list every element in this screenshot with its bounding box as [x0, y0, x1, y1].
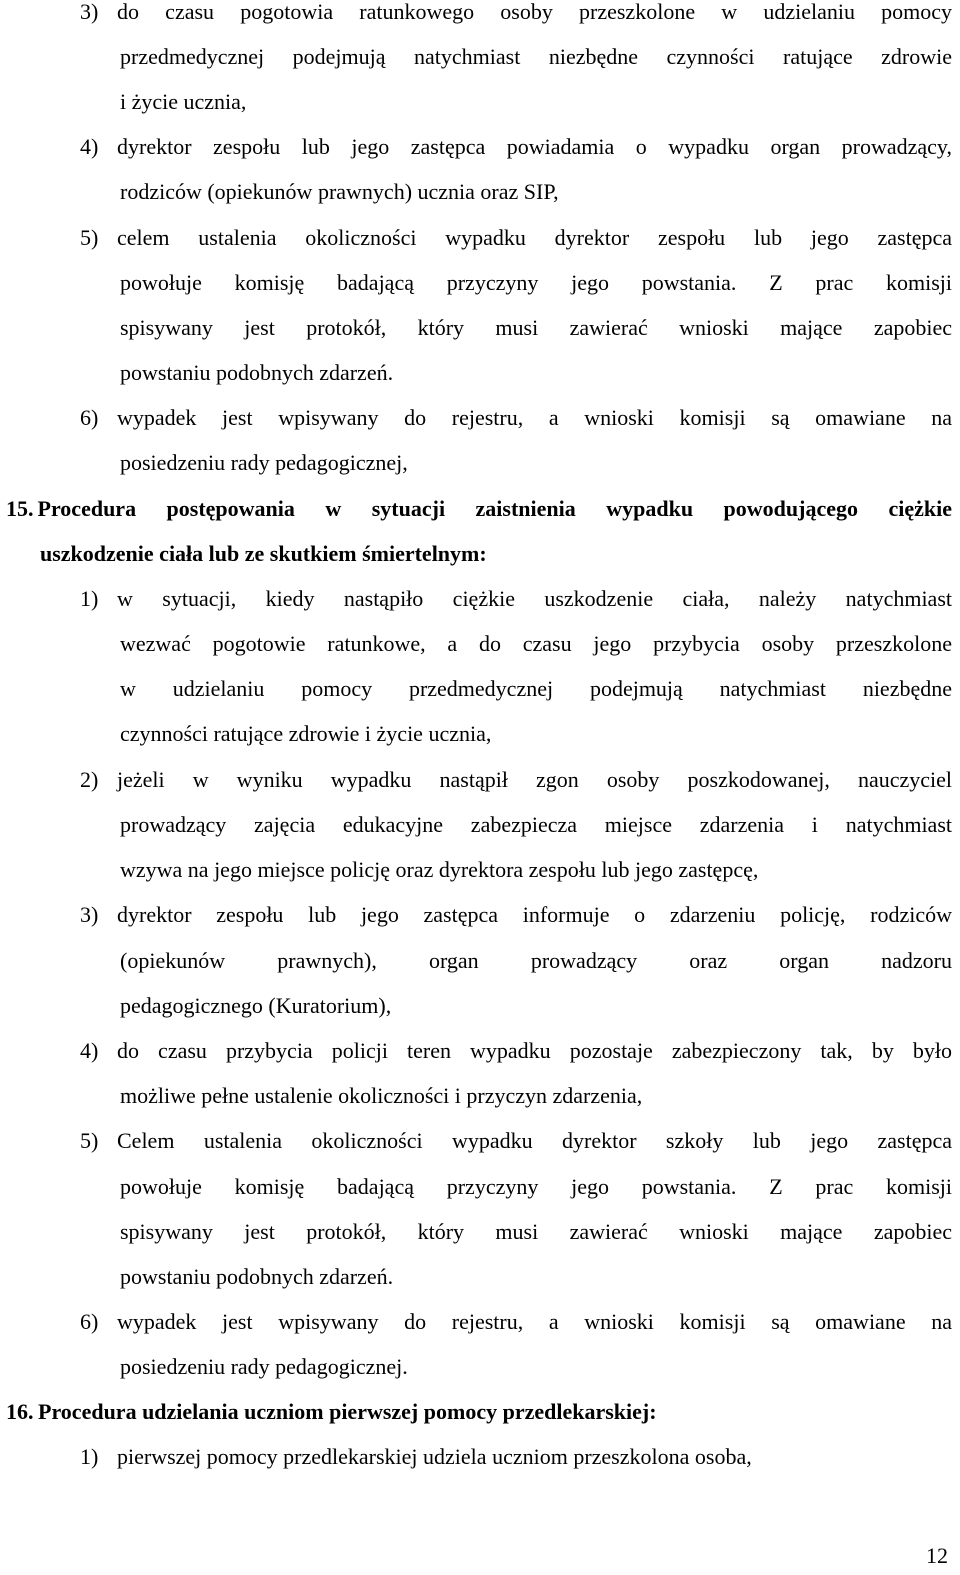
list-text: rodziców (opiekunów prawnych) ucznia oraz SIP,	[120, 179, 559, 204]
list-text: dyrektor zespołu lub jego zastępca powiadamia o wypadku organ prowadzący,	[117, 134, 952, 159]
list-text: pedagogicznego (Kuratorium),	[120, 993, 392, 1018]
s15-item-2-line-3	[120, 856, 952, 884]
s15-item-1-line-2	[120, 630, 952, 658]
list-text: możliwe pełne ustalenie okoliczności i przyczyn zdarzenia,	[120, 1083, 643, 1108]
s15-item-4-line-2	[120, 1082, 952, 1110]
section-number: 15.	[6, 496, 34, 521]
section-15-heading-line-2	[40, 540, 952, 568]
list-text: powołuje komisję badającą przyczyny jego powstania. Z prac komisji	[120, 270, 952, 295]
list-text: wypadek jest wpisywany do rejestru, a wnioski komisji są omawiane na	[117, 405, 952, 430]
section-heading-text: Procedura udzielania uczniom pierwszej pomocy przedlekarskiej:	[38, 1399, 657, 1424]
list-text: do czasu pogotowia ratunkowego osoby przeszkolone w udzielaniu pomocy	[117, 0, 952, 24]
list-text: posiedzeniu rady pedagogicznej,	[120, 450, 408, 475]
list-text: powstaniu podobnych zdarzeń.	[120, 360, 394, 385]
s15-item-6-line-1	[80, 1308, 952, 1336]
list-number: 6)	[80, 1309, 99, 1334]
list-text: przedmedycznej podejmują natychmiast niezbędne czynności ratujące zdrowie	[120, 44, 952, 69]
s15-item-4-line-1	[80, 1037, 952, 1065]
list-number: 4)	[80, 1038, 99, 1063]
s15-item-3-line-1	[80, 901, 952, 929]
page-number: 12	[926, 1543, 948, 1568]
list-text: wzywa na jego miejsce policję oraz dyrektora zespołu lub jego zastępcę,	[120, 857, 759, 882]
list-item-6-line-2	[120, 449, 952, 477]
list-item-3-line-1	[80, 0, 952, 26]
section-16-heading	[6, 1398, 952, 1426]
s16-item-1-line-1	[80, 1443, 952, 1471]
list-item-3-line-3	[120, 88, 952, 116]
section-15-heading	[6, 495, 952, 523]
section-heading-text: uszkodzenie ciała lub ze skutkiem śmiertelnym:	[40, 541, 487, 566]
list-text: w udzielaniu pomocy przedmedycznej podejmują natychmiast niezbędne	[120, 676, 952, 701]
s15-item-5-line-1	[80, 1127, 952, 1155]
list-number: 2)	[80, 767, 99, 792]
list-text: (opiekunów prawnych), organ prowadzący oraz organ nadzoru	[120, 948, 952, 973]
list-text: spisywany jest protokół, który musi zawierać wnioski mające zapobiec	[120, 1219, 952, 1244]
s15-item-1-line-1	[80, 585, 952, 613]
list-text: wezwać pogotowie ratunkowe, a do czasu jego przybycia osoby przeszkolone	[120, 631, 952, 656]
list-text: do czasu przybycia policji teren wypadku pozostaje zabezpieczony tak, by było	[117, 1038, 952, 1063]
list-item-5-line-1	[80, 224, 952, 252]
list-text: jeżeli w wyniku wypadku nastąpił zgon osoby poszkodowanej, nauczyciel	[117, 767, 952, 792]
list-text: wypadek jest wpisywany do rejestru, a wnioski komisji są omawiane na	[117, 1309, 952, 1334]
s15-item-2-line-2	[120, 811, 952, 839]
list-number: 4)	[80, 134, 99, 159]
list-text: w sytuacji, kiedy nastąpiło ciężkie uszkodzenie ciała, należy natychmiast	[117, 586, 952, 611]
list-text: spisywany jest protokół, który musi zawierać wnioski mające zapobiec	[120, 315, 952, 340]
list-text: posiedzeniu rady pedagogicznej.	[120, 1354, 408, 1379]
s15-item-5-line-3	[120, 1218, 952, 1246]
s15-item-1-line-4	[120, 720, 952, 748]
list-text: pierwszej pomocy przedlekarskiej udziela uczniom przeszkolona osoba,	[117, 1444, 752, 1469]
s15-item-3-line-2	[120, 947, 952, 975]
list-item-6-line-1	[80, 404, 952, 432]
list-number: 6)	[80, 405, 99, 430]
list-text: Celem ustalenia okoliczności wypadku dyrektor szkoły lub jego zastępca	[117, 1128, 952, 1153]
list-item-5-line-2	[120, 269, 952, 297]
list-number: 5)	[80, 225, 99, 250]
list-number: 1)	[80, 586, 99, 611]
list-text: prowadzący zajęcia edukacyjne zabezpiecza miejsce zdarzenia i natychmiast	[120, 812, 952, 837]
s15-item-5-line-4	[120, 1263, 952, 1291]
s15-item-6-line-2	[120, 1353, 952, 1381]
list-number: 1)	[80, 1444, 99, 1469]
list-text: czynności ratujące zdrowie i życie ucznia,	[120, 721, 492, 746]
s15-item-5-line-2	[120, 1173, 952, 1201]
list-number: 5)	[80, 1128, 99, 1153]
list-number: 3)	[80, 0, 99, 24]
list-item-4-line-2	[120, 178, 952, 206]
s15-item-3-line-3	[120, 992, 952, 1020]
list-item-5-line-3	[120, 314, 952, 342]
section-heading-text: Procedura postępowania w sytuacji zaistnienia wypadku powodującego ciężkie	[37, 496, 952, 521]
list-item-5-line-4	[120, 359, 952, 387]
list-number: 3)	[80, 902, 99, 927]
list-item-3-line-2	[120, 43, 952, 71]
list-text: powstaniu podobnych zdarzeń.	[120, 1264, 394, 1289]
list-text: celem ustalenia okoliczności wypadku dyrektor zespołu lub jego zastępca	[117, 225, 952, 250]
list-text: dyrektor zespołu lub jego zastępca informuje o zdarzeniu policję, rodziców	[117, 902, 952, 927]
list-item-4-line-1	[80, 133, 952, 161]
list-text: powołuje komisję badającą przyczyny jego powstania. Z prac komisji	[120, 1174, 952, 1199]
s15-item-2-line-1	[80, 766, 952, 794]
list-text: i życie ucznia,	[120, 89, 247, 114]
s15-item-1-line-3	[120, 675, 952, 703]
section-number: 16.	[6, 1399, 34, 1424]
